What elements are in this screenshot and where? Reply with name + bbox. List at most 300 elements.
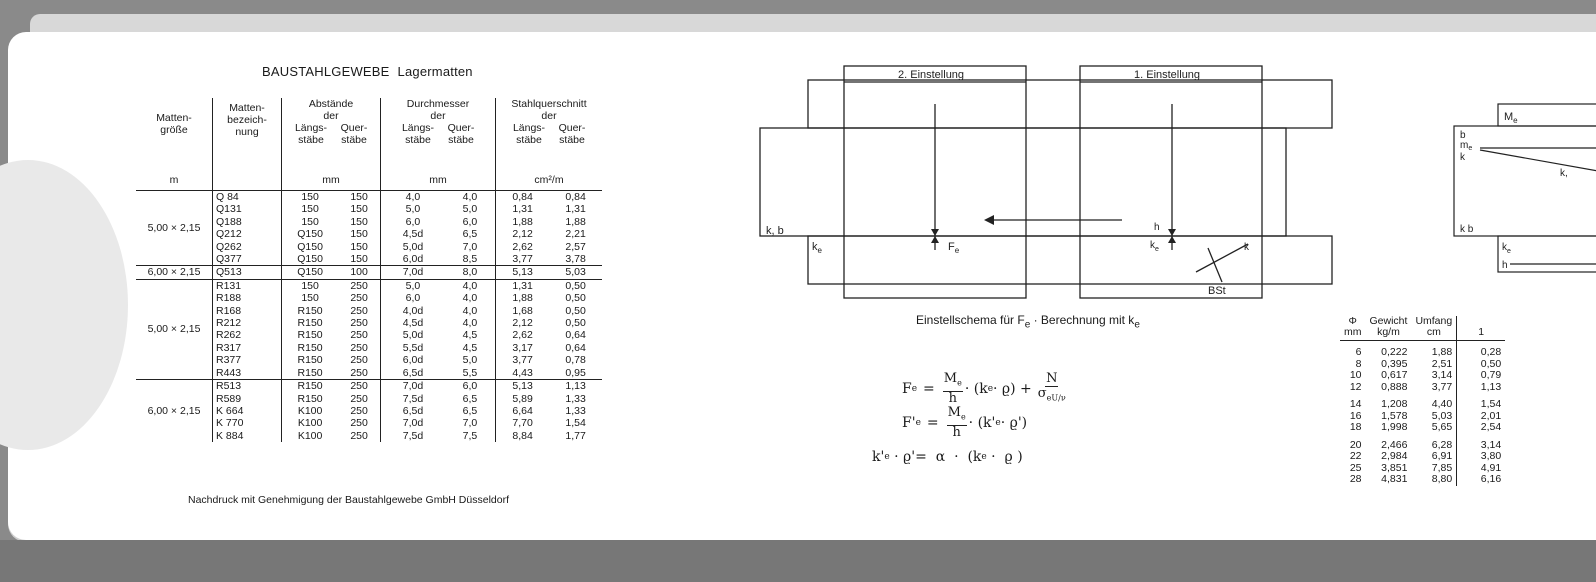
unit-mm: mm xyxy=(282,174,381,191)
sub-e: e xyxy=(995,418,1001,428)
table-cell: 0,84 xyxy=(496,191,550,204)
table-cell: R150 xyxy=(282,367,339,380)
m-main: m xyxy=(1460,140,1469,151)
frac-n-sigma xyxy=(1038,372,1066,406)
sub-e: e xyxy=(954,246,960,255)
table-cell: 5,5d xyxy=(381,342,445,354)
table-cell: 28 xyxy=(1349,473,1362,485)
right-me-small xyxy=(1460,140,1472,152)
table-cell: 4,91 xyxy=(1457,463,1506,475)
table-cell: 3,77 xyxy=(1431,380,1453,393)
mat-size-cell: 5,00 × 2,15 xyxy=(147,222,201,235)
sub-e: e xyxy=(915,418,921,428)
sub-e: e xyxy=(957,378,962,388)
table-cell: 7,0d xyxy=(381,380,445,393)
right-middle-strip xyxy=(1454,126,1596,236)
f2-rho: · ϱ') xyxy=(1000,415,1028,431)
table-cell: 1,31 xyxy=(565,203,586,216)
table-cell: 0,395 xyxy=(1381,357,1408,370)
m: M xyxy=(943,371,958,387)
table-cell: 150 xyxy=(282,279,339,292)
table-cell: 5,0d xyxy=(381,241,445,253)
table-cell: R150 xyxy=(282,329,339,341)
table-cell: 1,208 xyxy=(1381,398,1408,410)
frac-den: h xyxy=(948,390,957,406)
table-cell: 6,16 xyxy=(1457,474,1506,486)
table-cell: 2,51 xyxy=(1431,357,1453,370)
table-cell: K 664 xyxy=(213,405,282,417)
table-cell: 100 xyxy=(338,266,380,279)
table-row xyxy=(1340,451,1505,463)
arrow-head-2 xyxy=(931,229,939,236)
rebar-table-body xyxy=(1340,341,1505,486)
table-cell: R262 xyxy=(213,329,282,341)
label-ke-left xyxy=(812,241,823,255)
sub-e: e xyxy=(1468,145,1473,152)
table-cell: 250 xyxy=(350,417,368,430)
table-cell: 150 xyxy=(350,228,368,241)
sub-e: e xyxy=(884,452,890,462)
table-cell: 0,64 xyxy=(565,329,586,342)
table-cell: 4,5d xyxy=(381,228,445,240)
right-b: b xyxy=(1460,130,1466,141)
table-cell: 5,0 xyxy=(381,203,445,215)
table-cell: 0,28 xyxy=(1457,341,1506,359)
table-cell: 4,831 xyxy=(1381,473,1408,485)
cursor-1-window xyxy=(1080,66,1262,298)
table-cell: 1,88 xyxy=(1431,346,1453,358)
table-cell: R150 xyxy=(282,317,339,329)
table-cell: 4,5 xyxy=(462,329,478,342)
hdr-quer: Quer- stäbe xyxy=(340,122,368,146)
unit-cm2m: cm²/m xyxy=(496,174,603,191)
table-cell: 6,0 xyxy=(381,292,445,304)
table-cell: 250 xyxy=(350,317,368,330)
mat-size-cell: 6,00 × 2,15 xyxy=(136,380,213,443)
f-main: F xyxy=(948,241,955,253)
table-cell: 4,0 xyxy=(462,191,478,203)
frac-me-h-2 xyxy=(947,406,967,440)
table-cell: 150 xyxy=(350,215,368,228)
table-cell: 0,95 xyxy=(565,366,586,379)
hdr-text: Matten- größe xyxy=(156,112,192,136)
table-cell: 6,0 xyxy=(445,380,496,393)
table-cell: 3,77 xyxy=(496,253,550,266)
label-fe xyxy=(948,241,960,255)
table-row xyxy=(1340,382,1505,394)
table-cell: 1,31 xyxy=(496,279,550,292)
table-cell: 0,84 xyxy=(565,191,586,203)
table-cell: 1,31 xyxy=(496,203,550,215)
table-cell: 1,54 xyxy=(565,417,586,430)
table-cell: 3,14 xyxy=(1457,434,1506,452)
col-phi xyxy=(1340,316,1366,341)
table-cell: 2,01 xyxy=(1457,411,1506,423)
m: M xyxy=(947,405,961,421)
right-k-cut: k, xyxy=(1560,168,1568,179)
table-cell: 3,77 xyxy=(496,354,550,366)
hdr-laengs: Längs- stäbe xyxy=(512,122,546,146)
mat-size-cell: 5,00 × 2,15 xyxy=(136,279,213,379)
table-title-sub: Lagermatten xyxy=(397,64,473,79)
table-cell: R443 xyxy=(213,367,282,380)
table-cell: Q150 xyxy=(282,266,339,279)
table-cell: Q262 xyxy=(213,241,282,253)
table-cell: R150 xyxy=(282,354,339,366)
right-ke xyxy=(1502,242,1511,255)
m-main: M xyxy=(1504,111,1514,123)
table-cell: 7,5d xyxy=(381,393,445,405)
table-cell: R150 xyxy=(282,305,339,317)
diagram-caption xyxy=(916,313,1140,330)
table-cell: 7,0 xyxy=(462,240,478,253)
umfang: Umfang xyxy=(1415,315,1453,327)
table-cell: 7,5d xyxy=(381,430,445,442)
table-cell: 6,5 xyxy=(462,392,478,405)
table-cell: R131 xyxy=(213,279,282,292)
table-cell: 3,851 xyxy=(1381,461,1408,474)
table-cell: 1,13 xyxy=(1457,382,1506,394)
table-cell: 7,0d xyxy=(381,417,445,429)
table-cell: R168 xyxy=(213,305,282,317)
table-cell: 5,03 xyxy=(549,266,602,279)
sub-e: e xyxy=(981,452,987,462)
f2-paren: · (k' xyxy=(968,415,996,431)
hdr-laengs: Längs- stäbe xyxy=(401,122,435,146)
formula-3 xyxy=(872,440,1068,474)
table-row xyxy=(1340,422,1505,434)
table-row xyxy=(1340,341,1505,359)
formula-2 xyxy=(902,406,1068,440)
table-cell: 25 xyxy=(1349,461,1362,474)
hdr-text: Abstände der xyxy=(308,98,354,122)
sub-e: e xyxy=(1155,246,1159,253)
arrow-head-1 xyxy=(1168,229,1176,236)
table-cell: 8,84 xyxy=(496,430,550,442)
table-cell: 6,64 xyxy=(496,405,550,417)
gewicht: Gewicht xyxy=(1369,315,1408,327)
table-cell: 5,0 xyxy=(381,279,445,292)
table-cell: 2,466 xyxy=(1381,438,1408,451)
unit-m: m xyxy=(136,174,213,191)
caption-sub: e xyxy=(1024,319,1031,331)
table-cell: 7,85 xyxy=(1431,461,1453,474)
table-cell: 1,68 xyxy=(496,305,550,317)
table-cell: 0,64 xyxy=(565,341,586,354)
table-cell: 4,0 xyxy=(462,317,478,330)
table-cell: 0,79 xyxy=(1457,370,1506,382)
credit-line: Nachdruck mit Genehmigung der Baustahlgewebe GmbH Düsseldorf xyxy=(188,494,509,506)
table-cell: 7,70 xyxy=(496,417,550,429)
table-cell: 0,78 xyxy=(565,354,586,367)
table-cell: 0,222 xyxy=(1381,346,1408,358)
lower-scale-strip xyxy=(808,236,1332,284)
table-cell: 2,12 xyxy=(496,317,550,329)
table-cell: Q 84 xyxy=(213,191,282,204)
table-cell: 4,0 xyxy=(462,292,478,305)
table-cell: 7,5 xyxy=(462,429,478,442)
table-cell: 150 xyxy=(350,240,368,253)
table-cell: 22 xyxy=(1349,450,1362,462)
f1-paren: · (k xyxy=(964,381,988,397)
table-cell: 2,62 xyxy=(496,329,550,341)
sub-e: e xyxy=(1507,248,1511,255)
eq-sign: = xyxy=(923,381,935,397)
table-cell: Q377 xyxy=(213,253,282,266)
sub-e: e xyxy=(960,412,966,422)
phi: Φ xyxy=(1348,315,1357,327)
table-cell: 5,03 xyxy=(1431,409,1453,422)
table-cell: 150 xyxy=(282,292,339,304)
table-cell: 1,578 xyxy=(1381,409,1408,422)
table-cell: 4,40 xyxy=(1431,398,1453,410)
formula-1 xyxy=(902,372,1068,406)
table-cell: 250 xyxy=(350,429,368,442)
table-cell: 1,33 xyxy=(565,404,586,417)
table-cell: 0,50 xyxy=(549,279,602,292)
table-cell: Q150 xyxy=(282,241,339,253)
table-cell: 4,0 xyxy=(381,191,445,204)
table-cell: 250 xyxy=(350,292,368,305)
table-cell: 5,0d xyxy=(381,329,445,341)
table-cell: 1,88 xyxy=(565,215,586,228)
table-cell: 250 xyxy=(350,329,368,342)
table-cell: 150 xyxy=(350,253,368,266)
f3-rest: · ϱ'= α · (k xyxy=(889,449,982,465)
table-cell: 150 xyxy=(350,203,368,216)
table-cell: 250 xyxy=(350,392,368,405)
table-cell: 4,5d xyxy=(381,317,445,329)
sub-e: e xyxy=(1513,116,1518,125)
table-cell: 4,5 xyxy=(462,341,478,354)
f1-rho: · ϱ) + xyxy=(993,381,1032,397)
f3-end: · ϱ ) xyxy=(986,449,1023,465)
cursor-1-label: 1. Einstellung xyxy=(1134,69,1201,81)
sub-e: e xyxy=(817,246,822,255)
table-cell: 0,50 xyxy=(565,292,586,305)
table-cell: Q212 xyxy=(213,228,282,240)
col-umfang xyxy=(1411,316,1456,341)
table-cell: 0,50 xyxy=(565,317,586,330)
table-cell: 6,0 xyxy=(381,216,445,228)
table-cell: 150 xyxy=(282,216,339,228)
table-cell: Q131 xyxy=(213,203,282,215)
table-cell: 8,80 xyxy=(1431,473,1453,485)
table-cell: 5,5 xyxy=(462,366,478,379)
table-cell: 2,21 xyxy=(565,228,586,241)
hdr-quer: Quer- stäbe xyxy=(558,122,586,146)
table-row xyxy=(1340,434,1505,452)
f3-lhs: k' xyxy=(872,449,885,465)
frac-den xyxy=(1038,387,1066,406)
table-cell: 1,998 xyxy=(1381,421,1408,433)
hdr-laengs: Längs- stäbe xyxy=(294,122,328,146)
one: 1 xyxy=(1478,326,1485,338)
caption-a: Einstellschema für F xyxy=(916,313,1025,327)
table-cell: R317 xyxy=(213,342,282,354)
frac-num xyxy=(943,372,963,392)
table-cell: 1,54 xyxy=(1457,393,1506,411)
table-cell: 2,54 xyxy=(1457,422,1506,434)
table-cell: 250 xyxy=(350,341,368,354)
table-cell: K100 xyxy=(282,430,339,442)
table-cell: R513 xyxy=(213,380,282,393)
table-cell: Q150 xyxy=(282,253,339,266)
table-cell: Q513 xyxy=(213,266,282,279)
table-cell: Q150 xyxy=(282,228,339,240)
table-cell: 2,12 xyxy=(496,228,550,240)
table-cell: 6,0d xyxy=(381,354,445,366)
table-cell: 3,14 xyxy=(1431,369,1453,381)
table-cell: 20 xyxy=(1349,438,1362,451)
table-cell: 3,80 xyxy=(1457,451,1506,463)
k-main: k xyxy=(1502,242,1507,253)
col-gewicht xyxy=(1366,316,1412,341)
table-cell: 1,33 xyxy=(565,392,586,405)
table-cell: K100 xyxy=(282,405,339,417)
kgm: kg/m xyxy=(1377,326,1400,338)
table-cell: 8,0 xyxy=(445,266,496,279)
table-cell: 5,0 xyxy=(462,354,478,367)
caption-b: · Berechnung mit k xyxy=(1030,313,1135,327)
sigma-sub: eU/ν xyxy=(1046,393,1066,403)
table-cell: 150 xyxy=(350,191,368,203)
frac-num: N xyxy=(1046,371,1058,387)
f2-lhs: F' xyxy=(902,415,916,431)
table-cell: R589 xyxy=(213,393,282,405)
table-cell: R212 xyxy=(213,317,282,329)
k-main: k xyxy=(1150,240,1155,251)
table-cell: 4,43 xyxy=(496,367,550,380)
table-cell: 250 xyxy=(350,304,368,317)
table-cell: 7,0 xyxy=(462,417,478,430)
right-kb: k b xyxy=(1460,224,1474,235)
formula-block xyxy=(872,372,1068,474)
table-cell: 18 xyxy=(1349,421,1362,433)
upper-scale-strip xyxy=(808,80,1332,128)
table-cell: 3,78 xyxy=(565,253,586,266)
table-cell: 5,13 xyxy=(496,266,550,279)
sigma: σ xyxy=(1037,386,1047,402)
table-cell: R150 xyxy=(282,393,339,405)
cursor-2-label: 2. Einstellung xyxy=(898,69,965,81)
rebar-table xyxy=(1340,316,1505,486)
table-cell: 250 xyxy=(338,279,380,292)
table-cell: 250 xyxy=(350,354,368,367)
label-bst: BSt xyxy=(1208,285,1226,297)
table-cell: 6 xyxy=(1355,346,1362,358)
table-cell: 8,5 xyxy=(462,253,478,266)
f1-lhs: F xyxy=(902,381,912,397)
table-cell: 1,88 xyxy=(496,216,550,228)
table-cell: Q188 xyxy=(213,216,282,228)
eq-sign: = xyxy=(926,415,939,431)
frac-den: h xyxy=(952,424,961,440)
table-cell: 10 xyxy=(1349,369,1362,381)
right-bottom-strip xyxy=(1498,236,1596,272)
table-row xyxy=(1340,393,1505,411)
bst-slant-line xyxy=(1196,244,1248,272)
frac-num xyxy=(947,406,967,426)
table-cell: 8 xyxy=(1355,357,1362,370)
table-cell: 5,0 xyxy=(462,203,478,216)
table-cell: 250 xyxy=(350,366,368,379)
table-cell: R377 xyxy=(213,354,282,366)
table-cell: 7,0d xyxy=(381,266,445,279)
table-cell: 0,50 xyxy=(1457,359,1506,371)
table-cell: 6,91 xyxy=(1431,450,1453,462)
table-cell: 4,0 xyxy=(445,279,496,292)
table-cell: 6,5d xyxy=(381,367,445,380)
table-cell: 0,50 xyxy=(565,304,586,317)
table-cell: R188 xyxy=(213,292,282,304)
table-cell: K 770 xyxy=(213,417,282,429)
table-cell: 2,57 xyxy=(565,240,586,253)
table-cell: 6,0d xyxy=(381,253,445,266)
table-cell: 1,77 xyxy=(565,429,586,442)
table-title-main: BAUSTAHLGEWEBE xyxy=(262,64,390,79)
mm: mm xyxy=(1344,326,1362,338)
table-cell: 6,28 xyxy=(1431,438,1453,451)
label-h: h xyxy=(1154,222,1160,233)
arrow-head-left xyxy=(984,215,994,225)
table-cell: R150 xyxy=(282,342,339,354)
sub-e: e xyxy=(911,384,918,394)
table-cell: 6,5 xyxy=(462,404,478,417)
sub-e: e xyxy=(987,384,994,394)
hdr-text: Stahlquerschnitt der xyxy=(511,98,587,122)
table-cell: 4,0d xyxy=(381,305,445,317)
right-h: h xyxy=(1502,260,1508,271)
unit-mm: mm xyxy=(381,174,496,191)
table-cell: 5,65 xyxy=(1431,421,1453,433)
table-cell: 150 xyxy=(282,191,339,204)
frac-me-h xyxy=(943,372,963,406)
right-k: k xyxy=(1460,152,1465,163)
table-cell: 4,0 xyxy=(462,304,478,317)
table-row xyxy=(1340,370,1505,382)
label-ke-right xyxy=(1150,240,1159,253)
label-kb: k, b xyxy=(766,225,784,237)
right-me xyxy=(1504,111,1518,125)
table-cell: 6,5 xyxy=(462,228,478,241)
cm: cm xyxy=(1426,326,1441,338)
col-one xyxy=(1457,316,1506,341)
table-cell: 150 xyxy=(282,203,339,215)
table-cell: 3,17 xyxy=(496,342,550,354)
hdr-text: Matten- bezeich- nung xyxy=(227,102,267,138)
mat-size-cell: 6,00 × 2,15 xyxy=(136,266,213,279)
table-cell: 0,888 xyxy=(1381,380,1408,393)
table-cell: 6,5d xyxy=(381,405,445,417)
table-row xyxy=(1340,474,1505,486)
table-cell: 2,984 xyxy=(1381,450,1408,462)
caption-sub: e xyxy=(1134,319,1140,331)
table-cell: 5,89 xyxy=(496,393,550,405)
table-cell: 2,62 xyxy=(496,241,550,253)
table-cell: 5,13 xyxy=(496,380,550,393)
table-cell: 250 xyxy=(350,404,368,417)
hdr-quer: Quer- stäbe xyxy=(447,122,475,146)
table-cell: 1,88 xyxy=(496,292,550,304)
table-cell: 1,13 xyxy=(549,380,602,393)
table-cell: 16 xyxy=(1349,409,1362,422)
table-cell: 6,0 xyxy=(462,215,478,228)
table-cell: 250 xyxy=(338,380,380,393)
table-cell: 14 xyxy=(1349,398,1362,410)
k-main: k xyxy=(812,241,818,253)
table-cell: R150 xyxy=(282,380,339,393)
